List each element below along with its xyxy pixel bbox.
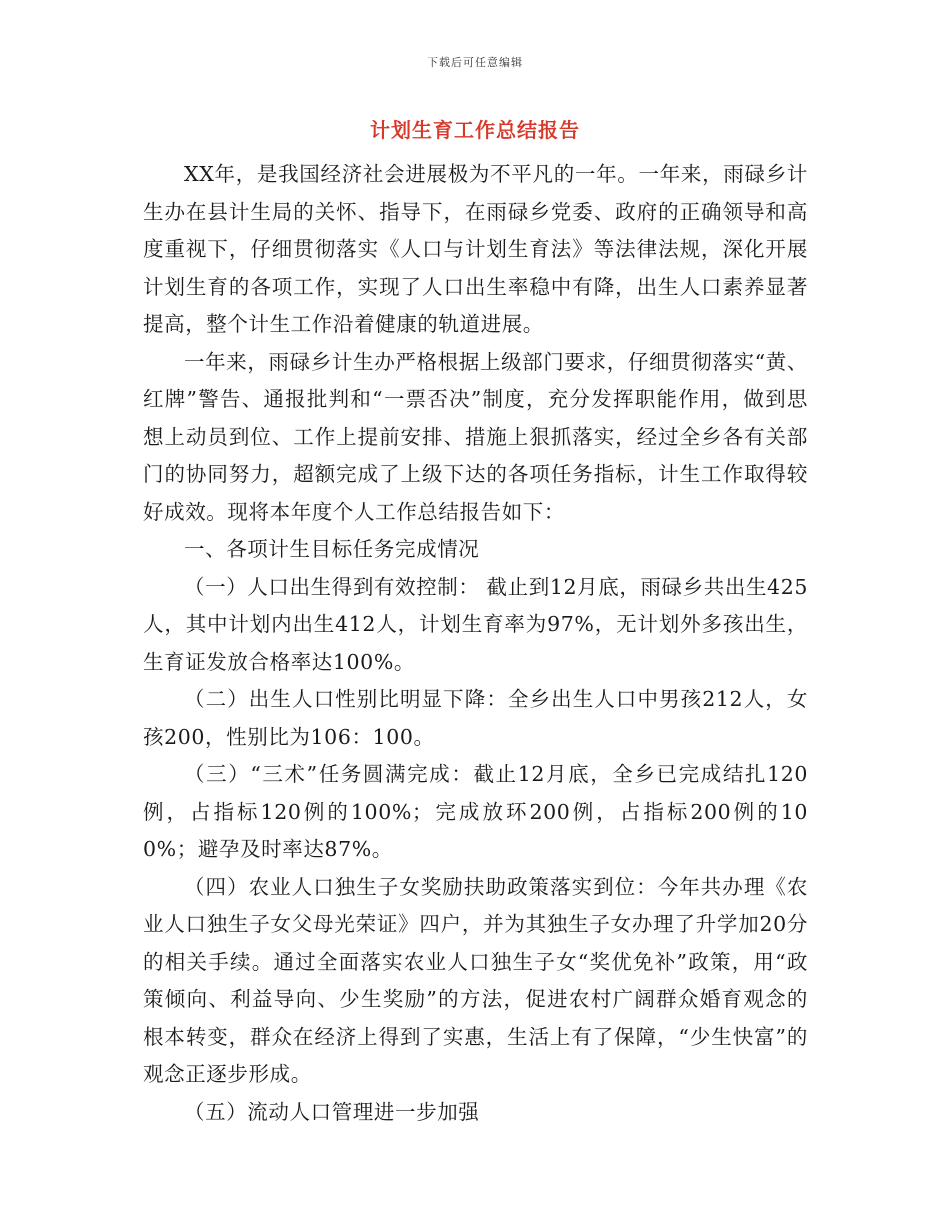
paragraph-item-5: （五）流动人口管理进一步加强 <box>184 1099 480 1124</box>
document-body <box>143 156 808 1131</box>
header-note: 下载后可任意编辑 <box>427 56 523 69</box>
paragraph-summary: 一年来，雨碌乡计生办严格根据上级部门要求，仔细贯彻落实“黄、红牌”警告、通报批判和“一票否决”制度，充分发挥职能作用，做到思想上动员到位、工作上提前安排、措施上狠抓落实，经过全乡各有关部门的协同努力，超额完成了上级下达的各项任务指标，计生工作取得较好成效。现将本年度个人工作总结报告如下： <box>143 349 808 524</box>
paragraph-item-1: （一）人口出生得到有效控制： 截止到12月底，雨碌乡共出生425人，其中计划内出生412人，计划生育率为97%，无计划外多孩出生，生育证发放合格率达100%。 <box>143 574 808 674</box>
paragraph-item-2: （二）出生人口性别比明显下降：全乡出生人口中男孩212人，女孩200，性别比为106：100。 <box>143 687 808 749</box>
paragraph-item-4: （四）农业人口独生子女奖励扶助政策落实到位：今年共办理《农业人口独生子女父母光荣证》四户，并为其独生子女办理了升学加20分的相关手续。通过全面落实农业人口独生子女“奖优免补”政策，用“政策倾向、利益导向、少生奖励”的方法，促进农村广阔群众婚育观念的根本转变，群众在经济上得到了实惠，生活上有了保障，“少生快富”的观念正逐步形成。 <box>143 874 808 1086</box>
section-heading-1: 一、各项计生目标任务完成情况 <box>184 537 480 561</box>
paragraph-item-3: （三）“三术”任务圆满完成：截止12月底，全乡已完成结扎120例，占指标120例的100%；完成放环200例，占指标200例的100%；避孕及时率达87%。 <box>143 762 808 861</box>
paragraph-intro: XX年，是我国经济社会进展极为不平凡的一年。一年来，雨碌乡计生办在县计生局的关怀、指导下，在雨碌乡党委、政府的正确领导和高度重视下，仔细贯彻落实《人口与计划生育法》等法律法规，深化开展计划生育的各项工作，实现了人口出生率稳中有降，出生人口素养显著提高，整个计生工作沿着健康的轨道进展。 <box>143 162 808 336</box>
document-title: 计划生育工作总结报告 <box>370 118 580 142</box>
